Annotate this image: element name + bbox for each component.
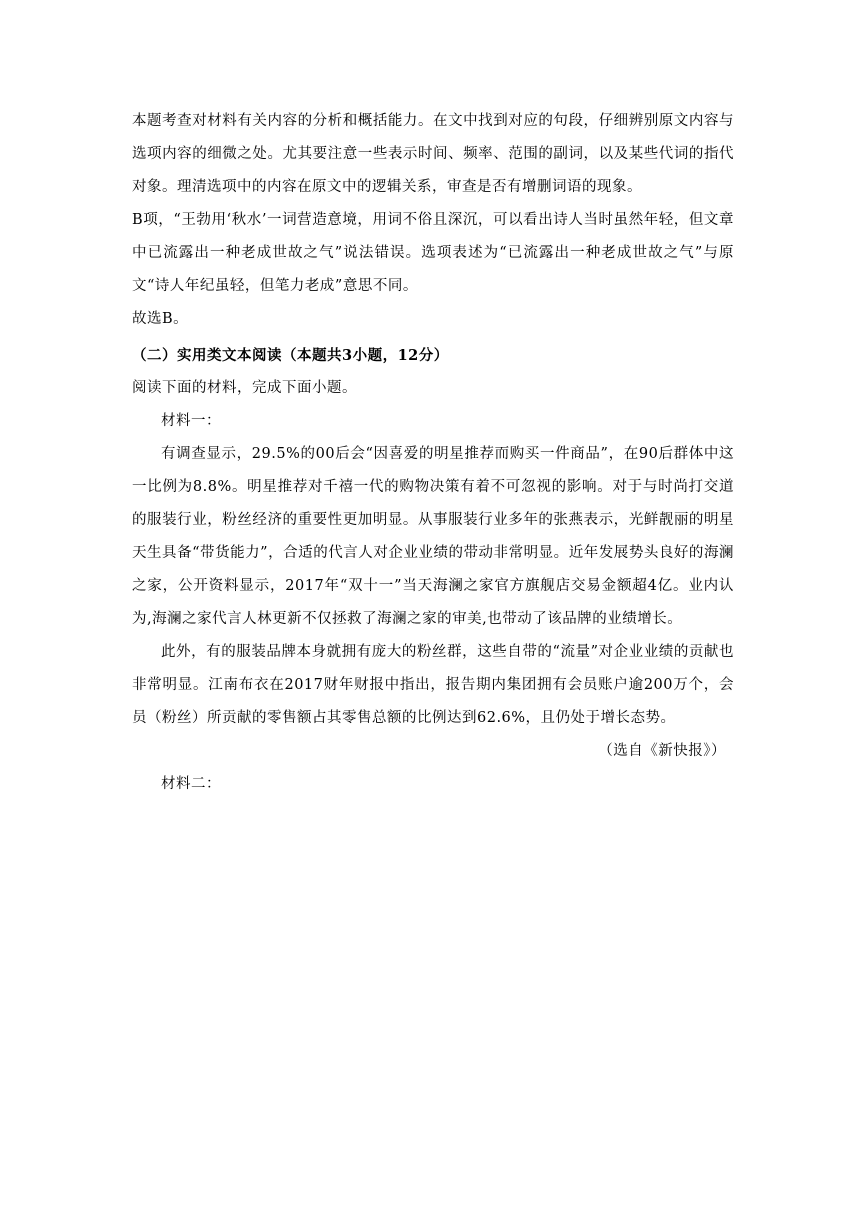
material-1-paragraph: 此外，有的服装品牌本身就拥有庞大的粉丝群，这些自带的“流量”对企业业绩的贡献也非常明显。江南布衣在2017财年财报中指出，报告期内集团拥有会员账户逾200万个，会员（粉丝）所贡献的零售额占其零售总额的比例达到62.6%，且仍处于增长态势。 <box>132 644 734 726</box>
section-heading: （二）实用类文本阅读（本题共3小题，12分） <box>132 347 449 364</box>
analysis-section <box>132 105 734 336</box>
analysis-paragraph: B项，“王勃用‘秋水’一词营造意境，用词不俗且深沉，可以看出诗人当时虽然年轻，但文章中已流露出一种老成世故之气”说法错误。选项表述为“已流露出一种老成世故之气”与原文“诗人年纪虽轻，但笔力老成”意思不同。 <box>132 212 734 294</box>
material-1-paragraph: 有调查显示，29.5%的00后会“因喜爱的明星推荐而购买一件商品”，在90后群体中这一比例为8.8%。明星推荐对千禧一代的购物决策有着不可忽视的影响。对于与时尚打交道的服装行业，粉丝经济的重要性更加明显。从事服装行业多年的张燕表示，光鲜靓丽的明星天生具备“带货能力”，合适的代言人对企业业绩的带动非常明显。近年发展势头良好的海澜之家，公开资料显示，2017年“双十一”当天海澜之家官方旗舰店交易金额超4亿。业内认为,海澜之家代言人林更新不仅拯救了海澜之家的审美,也带动了该品牌的业绩增长。 <box>132 446 734 627</box>
analysis-paragraph: 本题考查对材料有关内容的分析和概括能力。在文中找到对应的句段，仔细辨别原文内容与选项内容的细微之处。尤其要注意一些表示时间、频率、范围的副词，以及某些代词的指代对象。理清选项中的内容在原文中的逻辑关系，审查是否有增删词语的现象。 <box>132 113 734 195</box>
section-instruction: 阅读下面的材料，完成下面小题。 <box>132 380 357 396</box>
answer-line: 故选B。 <box>132 311 189 327</box>
material-1-source: （选自《新快报》） <box>598 743 726 759</box>
material-1-label: 材料一： <box>161 413 221 429</box>
material-2-label: 材料二： <box>161 776 221 792</box>
practical-text-section <box>132 339 734 801</box>
